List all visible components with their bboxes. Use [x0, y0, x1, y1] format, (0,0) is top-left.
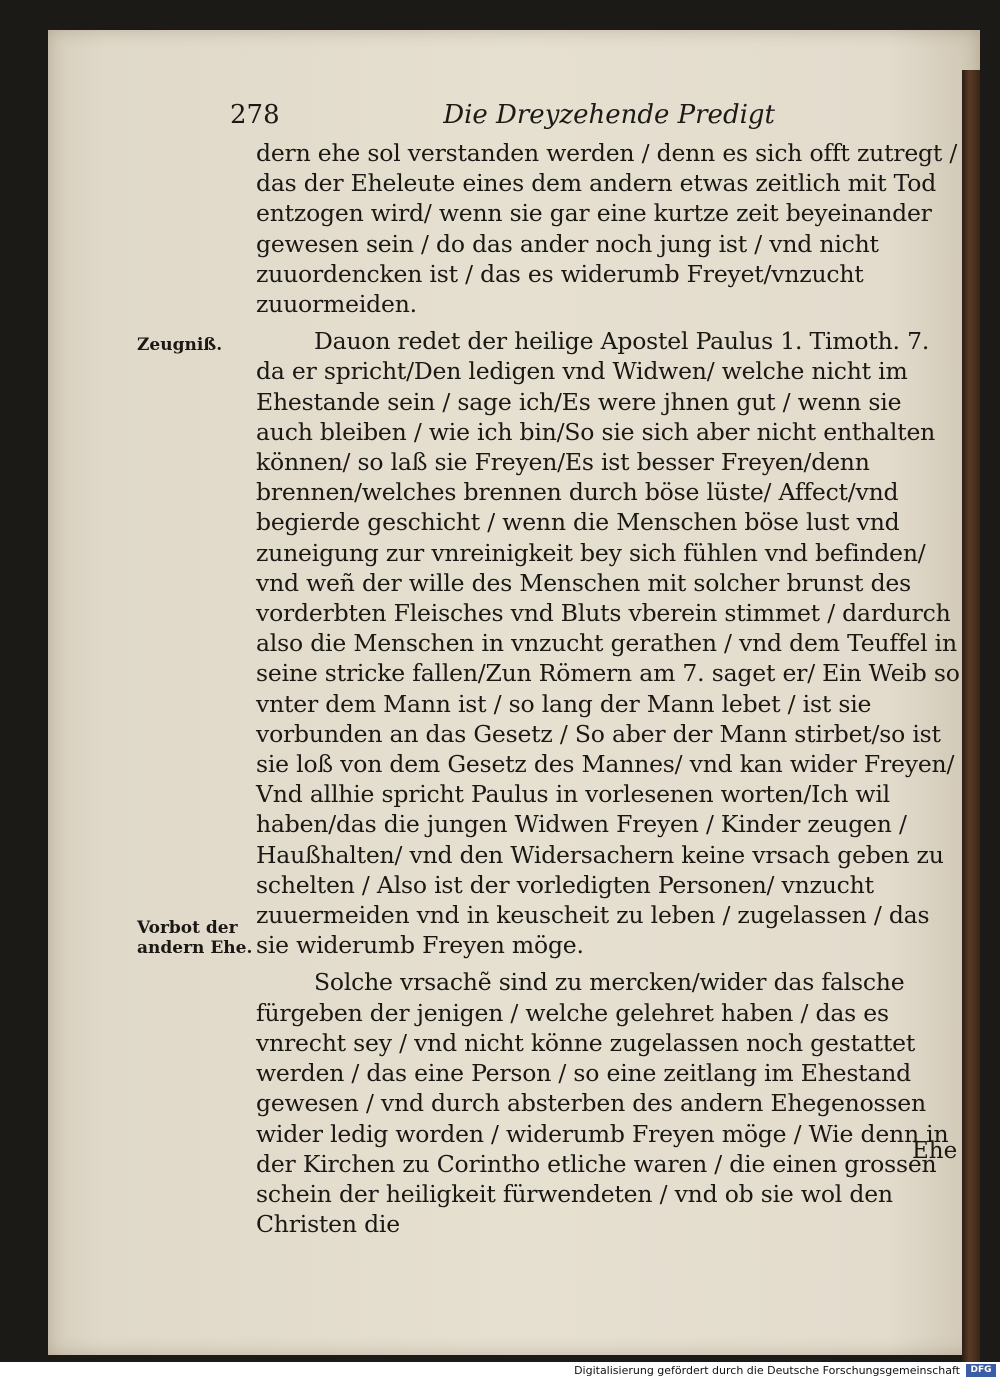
page-number: 278 [230, 100, 280, 130]
footer-credit: Digitalisierung gefördert durch die Deutsche Forschungsgemeinschaft [574, 1364, 960, 1377]
page-header [230, 100, 775, 134]
paragraph: Solche vrsachẽ sind zu mercken/wider das falsche fürgeben der jenigen / welche gelehret haben / das es vnrecht sey / vnd nicht könne zugelassen noch gestattet werden / das eine Person / so eine zeitlang im Ehestand gewesen / vnd durch absterben des andern Ehegenossen wider ledig worden / widerumb Freyen möge / Wie denn in der Kirchen zu Corintho etliche waren / die einen grossen schein der heiligkeit fürwendeten / vnd ob sie wol den Christen die [256, 968, 949, 1239]
catchword: Ehe [912, 1138, 958, 1164]
running-title: Die Dreyzehende Predigt [443, 100, 775, 130]
body-text [256, 138, 961, 1239]
margin-note: Zeugniß. [137, 335, 223, 355]
paragraph: dern ehe sol verstanden werden / denn es sich offt zutregt / das der Eheleute eines dem andern etwas zeitlich mit Tod entzogen wird/ wenn sie gar eine kurtze zeit beyeinander gewesen sein / do das ander noch jung ist / vnd nicht zuuordencken ist / das es widerumb Freyet/vnzucht zuuormeiden. [256, 139, 958, 319]
page-edge [962, 70, 980, 1370]
footer [0, 1362, 1000, 1380]
margin-note: Vorbot der andern Ehe. [137, 918, 253, 958]
dfg-logo-icon: DFG [966, 1364, 996, 1377]
paragraph: Dauon redet der heilige Apostel Paulus 1. Timoth. 7. da er spricht/Den ledigen vnd Widwen/ welche nicht im Ehestande sein / sage ich/Es were jhnen gut / wenn sie auch bleiben / wie ich bin/So sie sich aber nicht enthalten können/ so laß sie Freyen/Es ist besser Freyen/denn brennen/welches brennen durch böse lüste/ Affect/vnd begierde geschicht / wenn die Menschen böse lust vnd zuneigung zur vnreinigkeit bey sich fühlen vnd befinden/ vnd weñ der wille des Menschen mit solcher brunst des vorderbten Fleisches vnd Bluts vberein stimmet / dardurch also die Menschen in vnzucht gerathen / vnd dem Teuffel in seine stricke fallen/Zun Römern am 7. saget er/ Ein Weib so vnter dem Mann ist / so lang der Mann lebet / ist sie vorbunden an das Gesetz / So aber der Mann stirbet/so ist sie loß von dem Gesetz des Mannes/ vnd kan wider Freyen/ Vnd allhie spricht Paulus in vorlesenen worten/Ich wil haben/das die jungen Widwen Freyen / Kinder zeugen / Haußhalten/ vnd den Widersachern keine vrsach geben zu schelten / Also ist der vorledigten Personen/ vnzucht zuuermeiden vnd in keuscheit zu leben / zugelassen / das sie widerumb Freyen möge. [256, 327, 960, 960]
